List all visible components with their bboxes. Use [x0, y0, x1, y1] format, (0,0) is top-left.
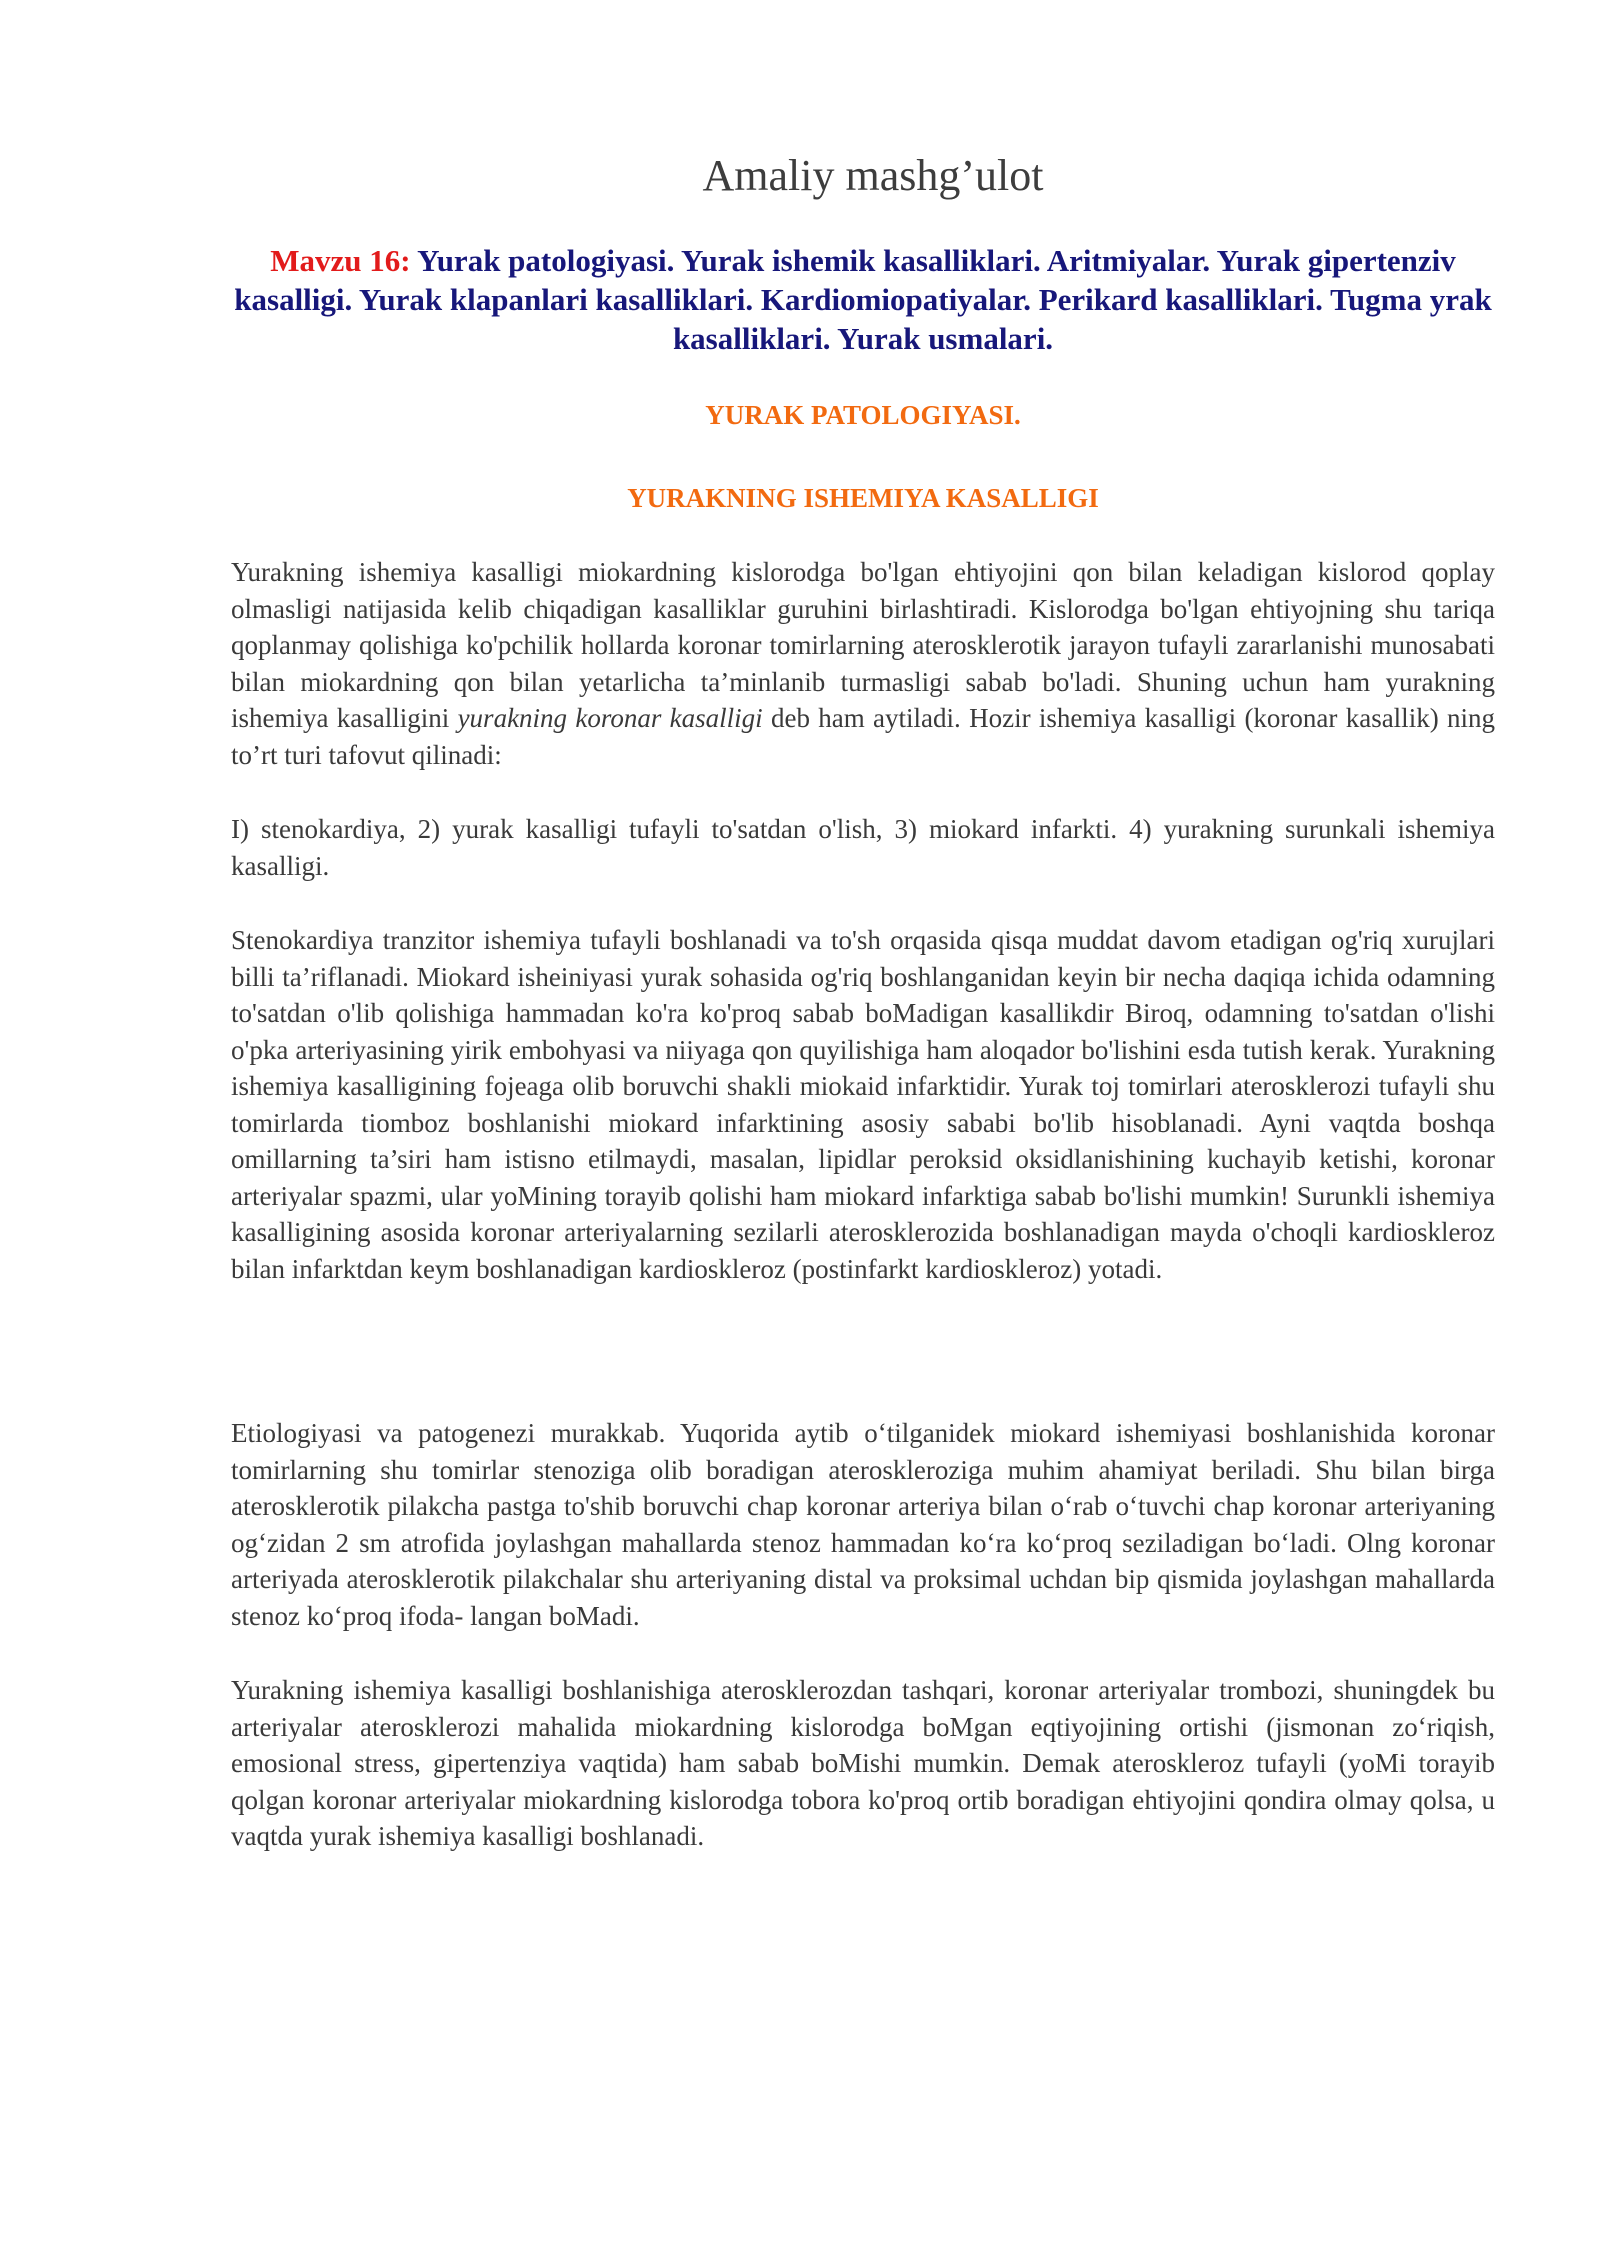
paragraph-intro-italic-term: yurakning koronar kasalligi	[457, 703, 763, 733]
paragraph-intro-text-start: Yurakning ishemiya kasalligi miokardning kislorodga bo'lgan ehtiyojini qon bilan keladigan kislorod qoplay olmasligi natijasida kelib chiqadigan kasalliklar guruhini birlashtiradi. Kislorodga bo'lgan ehtiyojning shu tariqa qoplanmay qolishiga ko'pchilik hollarda koronar tomirlarning aterosklerotik jarayon tufayli zararlanishi munosabati bilan miokardning qon bilan yetarlicha ta’minlanib turmasligi sabab bo'ladi. Shuning uchun ham yurakning ishemiya kasalligini	[231, 557, 1495, 733]
paragraph-etiologiyasi: Etiologiyasi va patogenezi murakkab. Yuqorida aytib o‘tilganidek miokard ishemiyasi boshlanishida koronar tomirlarning shu tomirlar stenoziga olib boradigan ateroskleroziga muhim ahamiyat beriladi. Shu bilan birga aterosklerotik pilakcha pastga to'shib boruvchi chap koronar arteriya bilan o‘rab o‘tuvchi chap koronar arteriyaning og‘zidan 2 sm atrofida joylashgan mahallarda stenoz hammadan ko‘ra ko‘proq seziladigan bo‘ladi. Olng koronar arteriyada aterosklerotik pilakchalar shu arteriyaning distal va proksimal uchdan bip qismida joylashgan mahallarda stenoz ko‘proq ifoda- langan boMadi.	[231, 1418, 1495, 1631]
section-heading-yurak-patologiyasi: YURAK PATOLOGIYASI.	[705, 400, 1021, 430]
paragraph-intro-text-end: deb ham aytiladi. Hozir ishemiya kasalligi (koronar kasallik) ning to’rt turi tafovut qilinadi:	[231, 703, 1495, 770]
topic-label: Mavzu 16:	[270, 243, 411, 278]
document-page	[231, 150, 1495, 1893]
topic-heading	[231, 241, 1495, 358]
paragraph-stenokardiya: Stenokardiya tranzitor ishemiya tufayli boshlanadi va to'sh orqasida qisqa muddat davom etadigan og'riq xurujlari billi ta’riflanadi. Miokard isheiniyasi yurak sohasida og'riq boshlanganidan keyin bir necha daqiqa ichida odamning to'satdan o'lib qolishiga hammadan ko'ra ko'proq sabab boMadigan kasallikdir Biroq, odamning to'satdan o'lishi o'pka arteriyasining yirik embohyasi va niiyaga qon quyilishiga ham aloqador bo'lishini esda tutish kerak. Yurakning ishemiya kasalligining fojeaga olib boruvchi shakli miokaid infarktidir. Yurak toj tomirlari aterosklerozi tufayli shu tomirlarda tiomboz boshlanishi miokard infarktining asosiy sababi bo'lib hisoblanadi. Ayni vaqtda boshqa omillarning ta’siri ham istisno etilmaydi, masalan, lipidlar peroksid oksidlanishining kuchayib ketishi, koronar arteriyalar spazmi, ular yoMining torayib qolishi ham miokard infarktiga sabab bo'lishi mumkin! Surunkli ishemiya kasalligining asosida koronar arteriyalarning sezilarli aterosklerozida boshlanadigan mayda o'choqli kardioskleroz bilan infarktdan keym boshlanadigan kardioskleroz (postinfarkt kardioskleroz) yotadi.	[231, 925, 1495, 1284]
paragraph-intro	[231, 554, 1495, 773]
page-title: Amaliy mashg’ulot	[702, 151, 1044, 200]
paragraph-ateroskleroz: Yurakning ishemiya kasalligi boshlanishiga aterosklerozdan tashqari, koronar arteriyalar trombozi, shuningdek bu arteriyalar aterosklerozi mahalida miokardning kislorodga boMgan eqtiyojining ortishi (jismonan zo‘riqish, emosional stress, gipertenziya vaqtida) ham sabab boMishi mumkin. Demak ateroskleroz tufayli (yoMi torayib qolgan koronar arteriyalar miokardning kislorodga tobora ko'proq ortib boradigan ehtiyojini qondira olmay qolsa, u vaqtda yurak ishemiya kasalligi boshlanadi.	[231, 1675, 1495, 1851]
topic-text: Yurak patologiyasi. Yurak ishemik kasalliklari. Aritmiyalar. Yurak gipertenziv kasalligi. Yurak klapanlari kasalliklari. Kardiomiopatiyalar. Perikard kasalliklari. Tugma yrak kasalliklari. Yurak usmalari.	[234, 243, 1492, 356]
section-heading-ishemiya-kasalligi: YURAKNING ISHEMIYA KASALLIGI	[627, 483, 1099, 513]
paragraph-types-list: I) stenokardiya, 2) yurak kasalligi tufayli to'satdan o'lish, 3) miokard infarkti. 4) yurakning surunkali ishemiya kasalligi.	[231, 814, 1495, 881]
